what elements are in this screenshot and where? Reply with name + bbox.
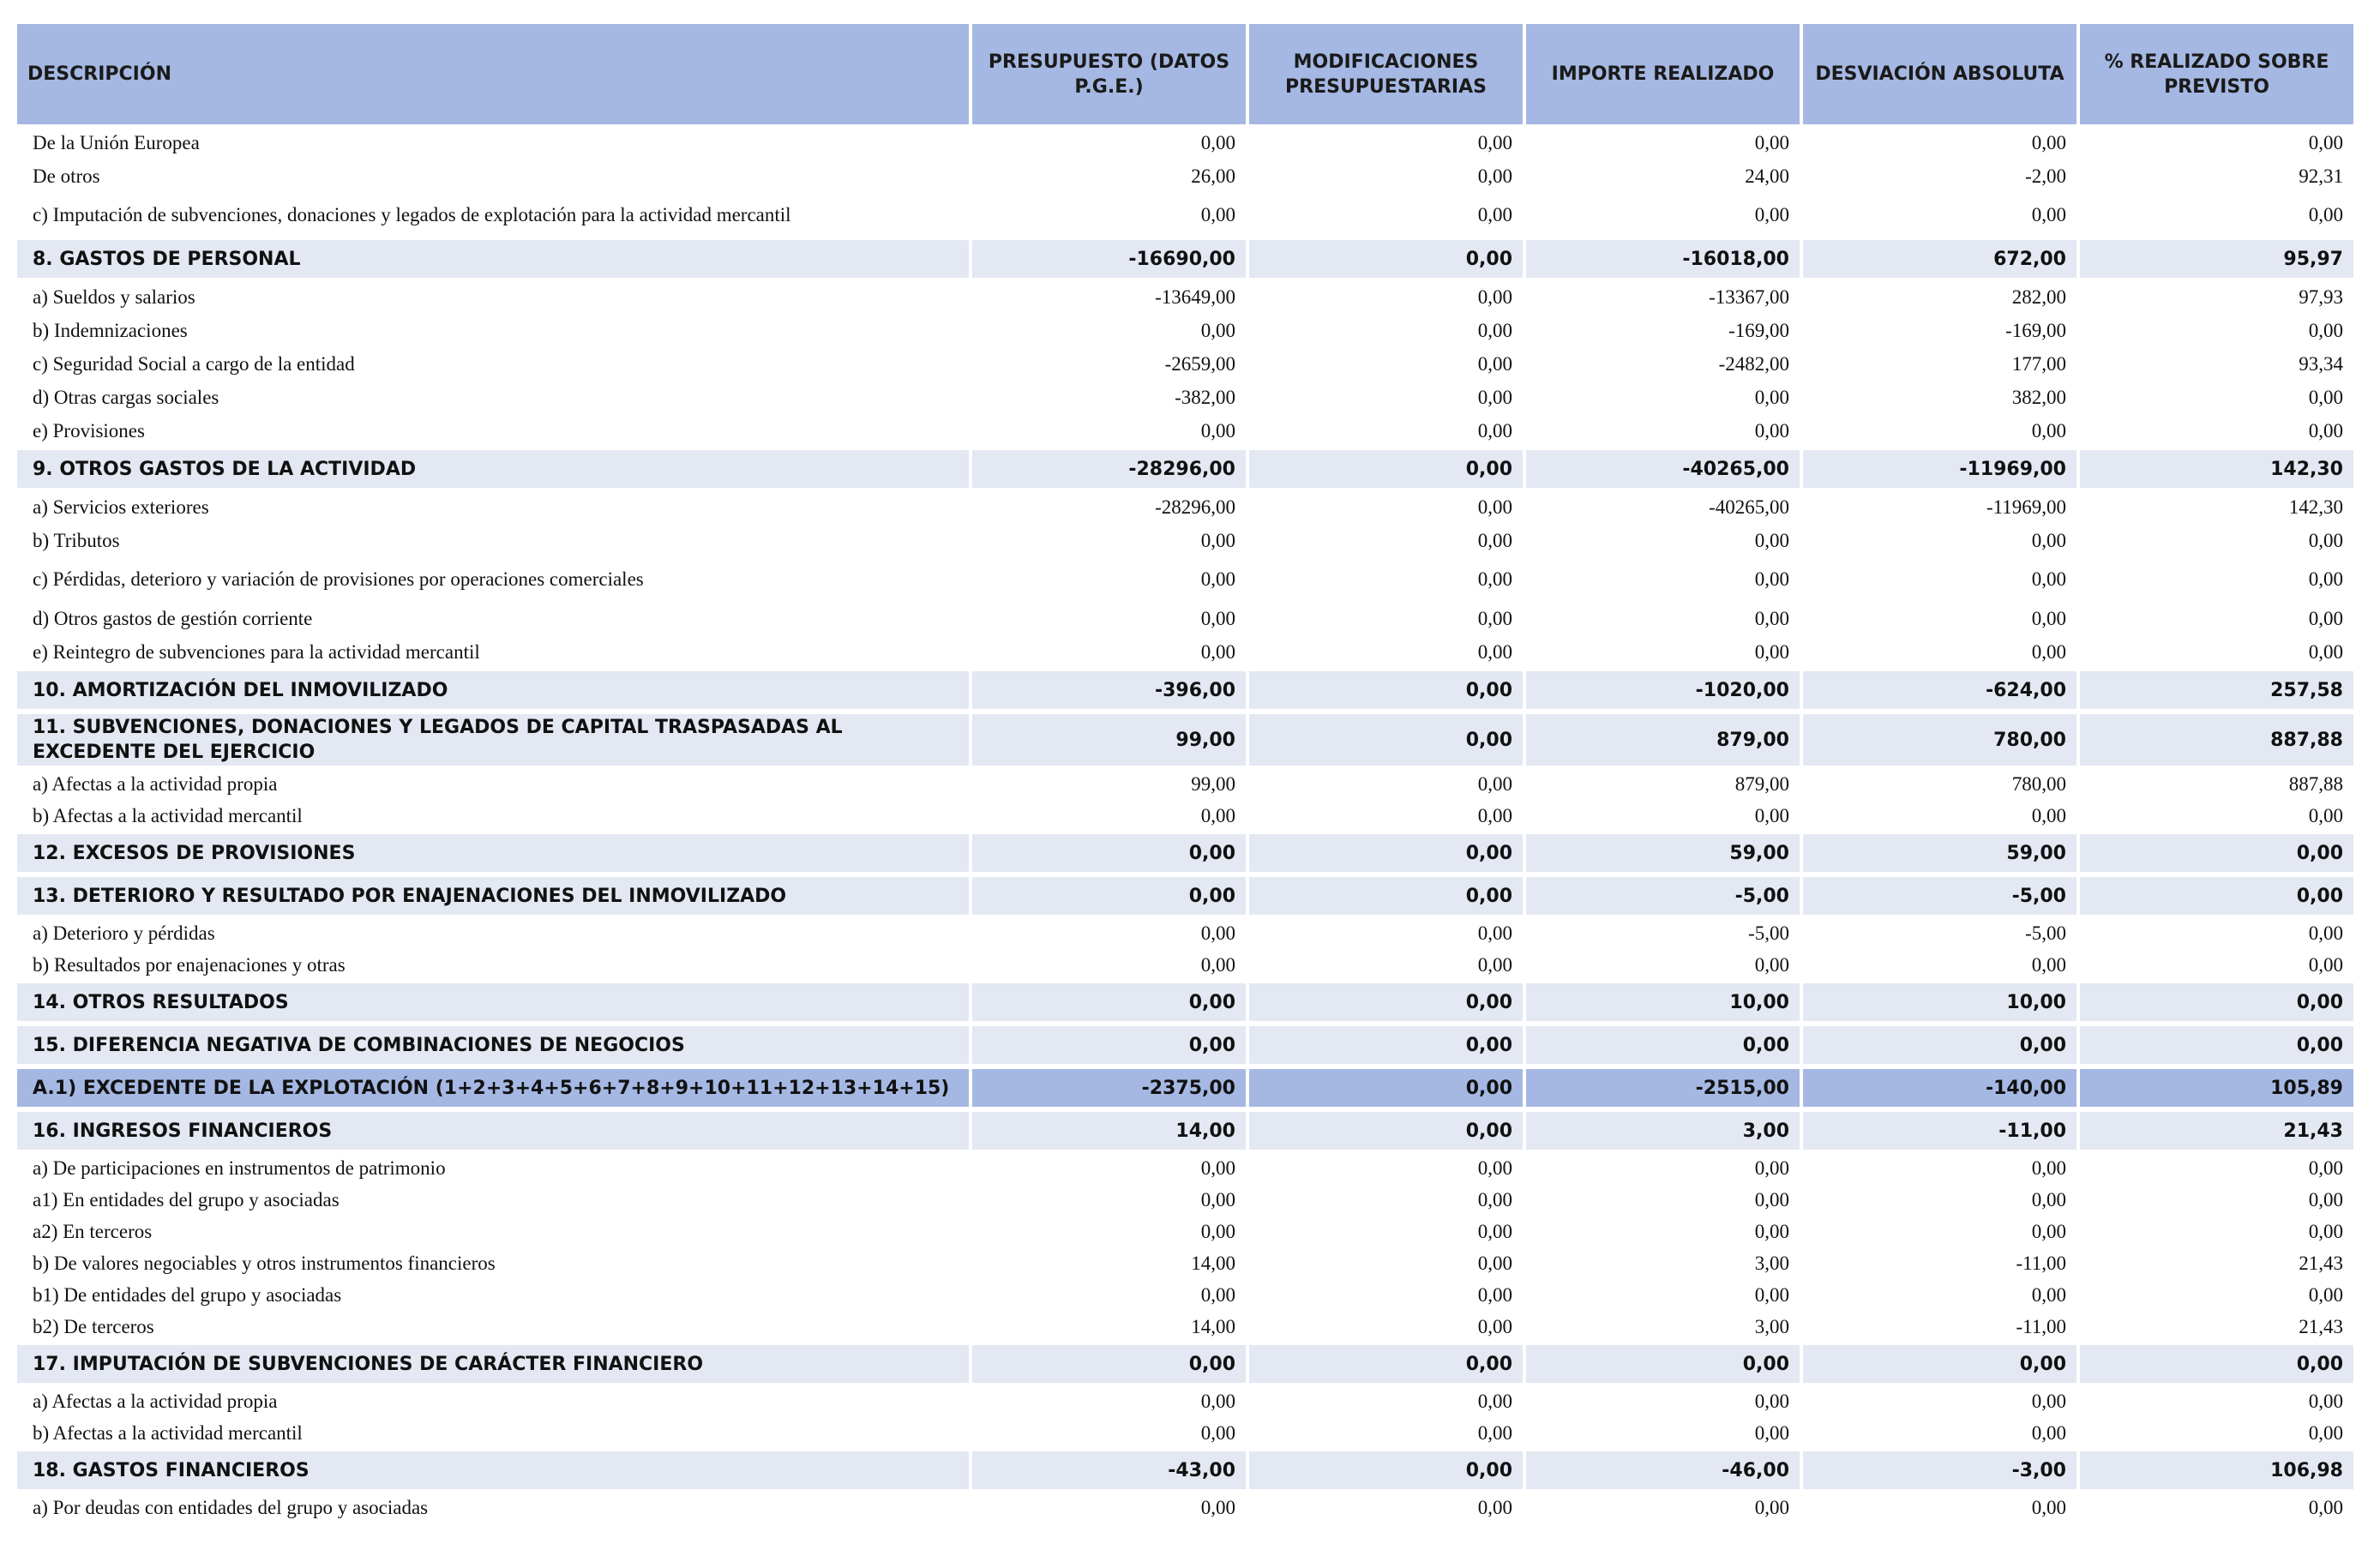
descripcion-cell: 9. OTROS GASTOS DE LA ACTIVIDAD <box>17 448 969 490</box>
importe-realizado-cell: 0,00 <box>1754 804 1789 826</box>
presupuesto-cell: 0,00 <box>1200 419 1235 442</box>
table-row <box>17 917 2353 949</box>
desviacion-cell: 10,00 <box>1803 981 2076 1024</box>
importe-realizado-cell: -169,00 <box>1728 319 1789 341</box>
presupuesto-cell: 0,00 <box>1200 640 1235 663</box>
porcentaje-cell: 0,00 <box>2308 804 2343 826</box>
porcentaje-cell: 887,88 <box>2288 772 2343 795</box>
desviacion-cell: 0,00 <box>2031 529 2066 551</box>
desviacion-cell: 0,00 <box>2031 953 2066 976</box>
porcentaje-cell: 0,00 <box>2080 1343 2353 1385</box>
table-row <box>17 1247 2353 1279</box>
porcentaje-cell: 0,00 <box>2308 607 2343 629</box>
importe-realizado-cell: -13367,00 <box>1709 285 1789 308</box>
modificaciones-cell: 0,00 <box>1477 131 1512 153</box>
desviacion-cell: 59,00 <box>1803 832 2076 874</box>
table-row <box>17 193 2353 237</box>
modificaciones-cell: 0,00 <box>1477 922 1512 944</box>
porcentaje-cell: 106,98 <box>2080 1449 2353 1492</box>
importe-realizado-cell: 0,00 <box>1754 640 1789 663</box>
descripcion-cell: b) Afectas a la actividad mercantil <box>33 1421 303 1444</box>
descripcion-cell: a) Afectas a la actividad propia <box>33 1390 278 1412</box>
importe-realizado-cell: 0,00 <box>1754 131 1789 153</box>
importe-realizado-cell: 59,00 <box>1526 832 1800 874</box>
section-row <box>17 712 2353 768</box>
porcentaje-cell: 0,00 <box>2308 1390 2343 1412</box>
descripcion-cell: b1) De entidades del grupo y asociadas <box>33 1283 342 1306</box>
desviacion-cell: -140,00 <box>1803 1066 2076 1109</box>
header-descripcion: DESCRIPCIÓN <box>17 24 969 126</box>
desviacion-cell: 0,00 <box>2031 204 2066 225</box>
section-row <box>17 1109 2353 1152</box>
table-row <box>17 1385 2353 1417</box>
desviacion-cell: 780,00 <box>1803 712 2076 768</box>
importe-realizado-cell: 0,00 <box>1754 1421 1789 1444</box>
modificaciones-cell: 0,00 <box>1249 237 1523 280</box>
importe-realizado-cell: -16018,00 <box>1526 237 1800 280</box>
modificaciones-cell: 0,00 <box>1477 953 1512 976</box>
importe-realizado-cell: -40265,00 <box>1709 496 1789 518</box>
importe-realizado-cell: 0,00 <box>1754 568 1789 590</box>
presupuesto-cell: 0,00 <box>972 874 1246 917</box>
descripcion-cell: a2) En terceros <box>33 1220 153 1242</box>
presupuesto-cell: 14,00 <box>972 1109 1246 1152</box>
descripcion-cell: De la Unión Europea <box>33 131 200 153</box>
porcentaje-cell: 0,00 <box>2308 922 2343 944</box>
porcentaje-cell: 0,00 <box>2308 1220 2343 1242</box>
descripcion-cell: 15. DIFERENCIA NEGATIVA DE COMBINACIONES DE NEGOCIOS <box>17 1024 969 1066</box>
presupuesto-cell: -28296,00 <box>1155 496 1235 518</box>
presupuesto-cell: 0,00 <box>1200 131 1235 153</box>
section-row <box>17 981 2353 1024</box>
modificaciones-cell: 0,00 <box>1249 981 1523 1024</box>
presupuesto-cell: -13649,00 <box>1155 285 1235 308</box>
modificaciones-cell: 0,00 <box>1477 319 1512 341</box>
modificaciones-cell: 0,00 <box>1477 1421 1512 1444</box>
desviacion-cell: -5,00 <box>1803 874 2076 917</box>
importe-realizado-cell: 0,00 <box>1754 1390 1789 1412</box>
desviacion-cell: 0,00 <box>1803 1024 2076 1066</box>
descripcion-cell: b) De valores negociables y otros instrumentos financieros <box>33 1252 496 1274</box>
table-header-row <box>17 24 2353 126</box>
modificaciones-cell: 0,00 <box>1249 448 1523 490</box>
presupuesto-cell: 0,00 <box>1200 204 1235 225</box>
table-row <box>17 490 2353 524</box>
modificaciones-cell: 0,00 <box>1249 832 1523 874</box>
modificaciones-cell: 0,00 <box>1477 1252 1512 1274</box>
modificaciones-cell: 0,00 <box>1477 1188 1512 1211</box>
table-row <box>17 347 2353 381</box>
modificaciones-cell: 0,00 <box>1477 1283 1512 1306</box>
presupuesto-cell: 0,00 <box>1200 1421 1235 1444</box>
header-porcentaje-realizado: % REALIZADO SOBRE PREVISTO <box>2080 24 2353 126</box>
descripcion-cell: 11. SUBVENCIONES, DONACIONES Y LEGADOS DE CAPITAL TRASPASADAS AL EXCEDENTE DEL EJERCICIO <box>17 712 969 768</box>
modificaciones-cell: 0,00 <box>1477 165 1512 187</box>
descripcion-cell: e) Reintegro de subvenciones para la actividad mercantil <box>33 640 480 663</box>
table-row <box>17 159 2353 193</box>
section-row <box>17 448 2353 490</box>
modificaciones-cell: 0,00 <box>1477 640 1512 663</box>
importe-realizado-cell: 0,00 <box>1754 529 1789 551</box>
descripcion-cell: c) Seguridad Social a cargo de la entidad <box>33 352 355 375</box>
presupuesto-cell: 0,00 <box>1200 1390 1235 1412</box>
modificaciones-cell: 0,00 <box>1477 285 1512 308</box>
table-body <box>17 126 2353 1523</box>
presupuesto-cell: 0,00 <box>1200 804 1235 826</box>
table-row <box>17 524 2353 557</box>
porcentaje-cell: 0,00 <box>2080 832 2353 874</box>
importe-realizado-cell: 0,00 <box>1754 1283 1789 1306</box>
descripcion-cell: c) Pérdidas, deterioro y variación de provisiones por operaciones comerciales <box>33 568 644 590</box>
table-row <box>17 314 2353 347</box>
desviacion-cell: -624,00 <box>1803 669 2076 712</box>
porcentaje-cell: 93,34 <box>2299 352 2343 375</box>
section-row <box>17 832 2353 874</box>
porcentaje-cell: 142,30 <box>2080 448 2353 490</box>
presupuesto-cell: 99,00 <box>972 712 1246 768</box>
porcentaje-cell: 0,00 <box>2080 874 2353 917</box>
desviacion-cell: 0,00 <box>2031 1188 2066 1211</box>
porcentaje-cell: 0,00 <box>2308 419 2343 442</box>
importe-realizado-cell: 0,00 <box>1754 1188 1789 1211</box>
modificaciones-cell: 0,00 <box>1477 529 1512 551</box>
table-row <box>17 602 2353 635</box>
total-row <box>17 1066 2353 1109</box>
porcentaje-cell: 0,00 <box>2080 1024 2353 1066</box>
descripcion-cell: 14. OTROS RESULTADOS <box>17 981 969 1024</box>
descripcion-cell: b) Tributos <box>33 529 120 551</box>
desviacion-cell: 0,00 <box>2031 1283 2066 1306</box>
table-row <box>17 1417 2353 1449</box>
porcentaje-cell: 97,93 <box>2299 285 2343 308</box>
table-row <box>17 1492 2353 1523</box>
modificaciones-cell: 0,00 <box>1477 568 1512 590</box>
porcentaje-cell: 0,00 <box>2308 529 2343 551</box>
descripcion-cell: 10. AMORTIZACIÓN DEL INMOVILIZADO <box>17 669 969 712</box>
presupuesto-cell: 0,00 <box>1200 607 1235 629</box>
desviacion-cell: 0,00 <box>2031 568 2066 590</box>
importe-realizado-cell: 3,00 <box>1526 1109 1800 1152</box>
desviacion-cell: 672,00 <box>1803 237 2076 280</box>
desviacion-cell: -11,00 <box>2016 1315 2066 1337</box>
table-row <box>17 1279 2353 1311</box>
importe-realizado-cell: 879,00 <box>1734 772 1789 795</box>
modificaciones-cell: 0,00 <box>1249 1343 1523 1385</box>
porcentaje-cell: 0,00 <box>2308 640 2343 663</box>
table-row <box>17 381 2353 414</box>
desviacion-cell: 382,00 <box>2011 386 2066 408</box>
importe-realizado-cell: 879,00 <box>1526 712 1800 768</box>
porcentaje-cell: 257,58 <box>2080 669 2353 712</box>
modificaciones-cell: 0,00 <box>1249 669 1523 712</box>
porcentaje-cell: 92,31 <box>2299 165 2343 187</box>
porcentaje-cell: 887,88 <box>2080 712 2353 768</box>
modificaciones-cell: 0,00 <box>1249 1449 1523 1492</box>
descripcion-cell: 8. GASTOS DE PERSONAL <box>17 237 969 280</box>
descripcion-cell: De otros <box>33 165 100 187</box>
desviacion-cell: -5,00 <box>2025 922 2066 944</box>
desviacion-cell: -11969,00 <box>1986 496 2066 518</box>
desviacion-cell: 0,00 <box>2031 1390 2066 1412</box>
modificaciones-cell: 0,00 <box>1249 1066 1523 1109</box>
importe-realizado-cell: 0,00 <box>1754 419 1789 442</box>
modificaciones-cell: 0,00 <box>1249 712 1523 768</box>
porcentaje-cell: 95,97 <box>2080 237 2353 280</box>
modificaciones-cell: 0,00 <box>1249 874 1523 917</box>
porcentaje-cell: 0,00 <box>2308 386 2343 408</box>
importe-realizado-cell: 24,00 <box>1745 165 1789 187</box>
modificaciones-cell: 0,00 <box>1477 1156 1512 1179</box>
porcentaje-cell: 105,89 <box>2080 1066 2353 1109</box>
descripcion-cell: a) De participaciones en instrumentos de patrimonio <box>33 1156 446 1179</box>
presupuesto-cell: 0,00 <box>1200 1283 1235 1306</box>
table-row <box>17 768 2353 800</box>
importe-realizado-cell: -2482,00 <box>1718 352 1789 375</box>
importe-realizado-cell: 0,00 <box>1754 953 1789 976</box>
table-row <box>17 1152 2353 1184</box>
importe-realizado-cell: -5,00 <box>1748 922 1789 944</box>
porcentaje-cell: 21,43 <box>2299 1252 2343 1274</box>
section-row <box>17 1449 2353 1492</box>
presupuesto-cell: -382,00 <box>1175 386 1235 408</box>
modificaciones-cell: 0,00 <box>1477 1390 1512 1412</box>
descripcion-cell: a) Sueldos y salarios <box>33 285 195 308</box>
section-row <box>17 669 2353 712</box>
descripcion-cell: d) Otras cargas sociales <box>33 386 219 408</box>
table-row <box>17 800 2353 832</box>
descripcion-cell: a) Deterioro y pérdidas <box>33 922 215 944</box>
presupuesto-cell: -396,00 <box>972 669 1246 712</box>
porcentaje-cell: 0,00 <box>2308 319 2343 341</box>
header-presupuesto: PRESUPUESTO (DATOS P.G.E.) <box>972 24 1246 126</box>
porcentaje-cell: 0,00 <box>2080 981 2353 1024</box>
modificaciones-cell: 0,00 <box>1477 204 1512 225</box>
table-row <box>17 414 2353 448</box>
porcentaje-cell: 0,00 <box>2308 568 2343 590</box>
descripcion-cell: 17. IMPUTACIÓN DE SUBVENCIONES DE CARÁCTER FINANCIERO <box>17 1343 969 1385</box>
presupuesto-cell: 14,00 <box>1191 1315 1235 1337</box>
header-desviacion-absoluta: DESVIACIÓN ABSOLUTA <box>1803 24 2076 126</box>
porcentaje-cell: 0,00 <box>2308 953 2343 976</box>
descripcion-cell: 16. INGRESOS FINANCIEROS <box>17 1109 969 1152</box>
desviacion-cell: 0,00 <box>2031 640 2066 663</box>
table-row <box>17 635 2353 669</box>
presupuesto-cell: -43,00 <box>972 1449 1246 1492</box>
modificaciones-cell: 0,00 <box>1477 419 1512 442</box>
table-row <box>17 126 2353 159</box>
section-row <box>17 237 2353 280</box>
descripcion-cell: b) Indemnizaciones <box>33 319 188 341</box>
presupuesto-cell: 0,00 <box>1200 922 1235 944</box>
desviacion-cell: 0,00 <box>2031 1421 2066 1444</box>
porcentaje-cell: 0,00 <box>2308 1496 2343 1518</box>
descripcion-cell: 12. EXCESOS DE PROVISIONES <box>17 832 969 874</box>
presupuesto-cell: 99,00 <box>1191 772 1235 795</box>
table-row <box>17 1311 2353 1343</box>
importe-realizado-cell: 3,00 <box>1754 1315 1789 1337</box>
porcentaje-cell: 0,00 <box>2308 1188 2343 1211</box>
presupuesto-cell: -16690,00 <box>972 237 1246 280</box>
porcentaje-cell: 0,00 <box>2308 131 2343 153</box>
presupuesto-cell: 0,00 <box>1200 568 1235 590</box>
presupuesto-cell: 26,00 <box>1191 165 1235 187</box>
descripcion-cell: b) Resultados por enajenaciones y otras <box>33 953 346 976</box>
presupuesto-cell: -2659,00 <box>1164 352 1235 375</box>
porcentaje-cell: 0,00 <box>2308 1421 2343 1444</box>
desviacion-cell: -169,00 <box>2005 319 2066 341</box>
descripcion-cell: a) Afectas a la actividad propia <box>33 772 278 795</box>
descripcion-cell: c) Imputación de subvenciones, donaciones y legados de explotación para la actividad mercantil <box>33 204 791 225</box>
modificaciones-cell: 0,00 <box>1477 496 1512 518</box>
importe-realizado-cell: 3,00 <box>1754 1252 1789 1274</box>
importe-realizado-cell: 0,00 <box>1754 386 1789 408</box>
presupuesto-cell: 0,00 <box>972 981 1246 1024</box>
desviacion-cell: 780,00 <box>2011 772 2066 795</box>
porcentaje-cell: 21,43 <box>2080 1109 2353 1152</box>
importe-realizado-cell: 0,00 <box>1754 1496 1789 1518</box>
porcentaje-cell: 142,30 <box>2288 496 2343 518</box>
descripcion-cell: d) Otros gastos de gestión corriente <box>33 607 313 629</box>
descripcion-cell: b2) De terceros <box>33 1315 154 1337</box>
presupuesto-cell: 0,00 <box>1200 1156 1235 1179</box>
presupuesto-cell: 14,00 <box>1191 1252 1235 1274</box>
importe-realizado-cell: 0,00 <box>1526 1343 1800 1385</box>
presupuesto-cell: 0,00 <box>972 1024 1246 1066</box>
header-importe-realizado: IMPORTE REALIZADO <box>1526 24 1800 126</box>
modificaciones-cell: 0,00 <box>1477 772 1512 795</box>
modificaciones-cell: 0,00 <box>1477 352 1512 375</box>
presupuesto-cell: -28296,00 <box>972 448 1246 490</box>
desviacion-cell: 0,00 <box>2031 1220 2066 1242</box>
porcentaje-cell: 21,43 <box>2299 1315 2343 1337</box>
desviacion-cell: 0,00 <box>2031 804 2066 826</box>
importe-realizado-cell: 0,00 <box>1526 1024 1800 1066</box>
presupuesto-cell: 0,00 <box>1200 1220 1235 1242</box>
importe-realizado-cell: -2515,00 <box>1526 1066 1800 1109</box>
descripcion-cell: a) Por deudas con entidades del grupo y asociadas <box>33 1496 429 1518</box>
modificaciones-cell: 0,00 <box>1477 1315 1512 1337</box>
descripcion-cell: 13. DETERIORO Y RESULTADO POR ENAJENACIONES DEL INMOVILIZADO <box>17 874 969 917</box>
desviacion-cell: 0,00 <box>2031 607 2066 629</box>
desviacion-cell: 0,00 <box>1803 1343 2076 1385</box>
descripcion-cell: a1) En entidades del grupo y asociadas <box>33 1188 340 1211</box>
header-modificaciones: MODIFICACIONES PRESUPUESTARIAS <box>1249 24 1523 126</box>
modificaciones-cell: 0,00 <box>1477 386 1512 408</box>
importe-realizado-cell: -46,00 <box>1526 1449 1800 1492</box>
desviacion-cell: 0,00 <box>2031 131 2066 153</box>
importe-realizado-cell: -5,00 <box>1526 874 1800 917</box>
modificaciones-cell: 0,00 <box>1249 1024 1523 1066</box>
presupuesto-cell: 0,00 <box>1200 529 1235 551</box>
section-row <box>17 1024 2353 1066</box>
presupuesto-cell: 0,00 <box>972 1343 1246 1385</box>
desviacion-cell: -11969,00 <box>1803 448 2076 490</box>
table-row <box>17 949 2353 981</box>
section-row <box>17 1343 2353 1385</box>
modificaciones-cell: 0,00 <box>1249 1109 1523 1152</box>
importe-realizado-cell: -40265,00 <box>1526 448 1800 490</box>
presupuesto-cell: 0,00 <box>1200 953 1235 976</box>
modificaciones-cell: 0,00 <box>1477 1220 1512 1242</box>
desviacion-cell: 177,00 <box>2011 352 2066 375</box>
descripcion-cell: b) Afectas a la actividad mercantil <box>33 804 303 826</box>
presupuesto-cell: 0,00 <box>1200 319 1235 341</box>
desviacion-cell: 0,00 <box>2031 1496 2066 1518</box>
presupuesto-cell: -2375,00 <box>972 1066 1246 1109</box>
desviacion-cell: -11,00 <box>2016 1252 2066 1274</box>
importe-realizado-cell: 0,00 <box>1754 1156 1789 1179</box>
desviacion-cell: 282,00 <box>2011 285 2066 308</box>
desviacion-cell: -11,00 <box>1803 1109 2076 1152</box>
budget-execution-table <box>14 24 2357 1523</box>
modificaciones-cell: 0,00 <box>1477 1496 1512 1518</box>
porcentaje-cell: 0,00 <box>2308 1283 2343 1306</box>
descripcion-cell: a) Servicios exteriores <box>33 496 209 518</box>
section-row <box>17 874 2353 917</box>
table-row <box>17 557 2353 602</box>
presupuesto-cell: 0,00 <box>1200 1188 1235 1211</box>
importe-realizado-cell: 0,00 <box>1754 1220 1789 1242</box>
desviacion-cell: -3,00 <box>1803 1449 2076 1492</box>
descripcion-cell: 18. GASTOS FINANCIEROS <box>17 1449 969 1492</box>
porcentaje-cell: 0,00 <box>2308 1156 2343 1179</box>
presupuesto-cell: 0,00 <box>972 832 1246 874</box>
importe-realizado-cell: 0,00 <box>1754 607 1789 629</box>
modificaciones-cell: 0,00 <box>1477 804 1512 826</box>
descripcion-cell: e) Provisiones <box>33 419 145 442</box>
table-row <box>17 280 2353 314</box>
table-row <box>17 1184 2353 1216</box>
desviacion-cell: 0,00 <box>2031 1156 2066 1179</box>
desviacion-cell: 0,00 <box>2031 419 2066 442</box>
importe-realizado-cell: 10,00 <box>1526 981 1800 1024</box>
table-row <box>17 1216 2353 1247</box>
presupuesto-cell: 0,00 <box>1200 1496 1235 1518</box>
desviacion-cell: -2,00 <box>2025 165 2066 187</box>
importe-realizado-cell: 0,00 <box>1754 204 1789 225</box>
importe-realizado-cell: -1020,00 <box>1526 669 1800 712</box>
modificaciones-cell: 0,00 <box>1477 607 1512 629</box>
descripcion-cell: A.1) EXCEDENTE DE LA EXPLOTACIÓN (1+2+3+4+5+6+7+8+9+10+11+12+13+14+15) <box>17 1066 969 1109</box>
porcentaje-cell: 0,00 <box>2308 204 2343 225</box>
